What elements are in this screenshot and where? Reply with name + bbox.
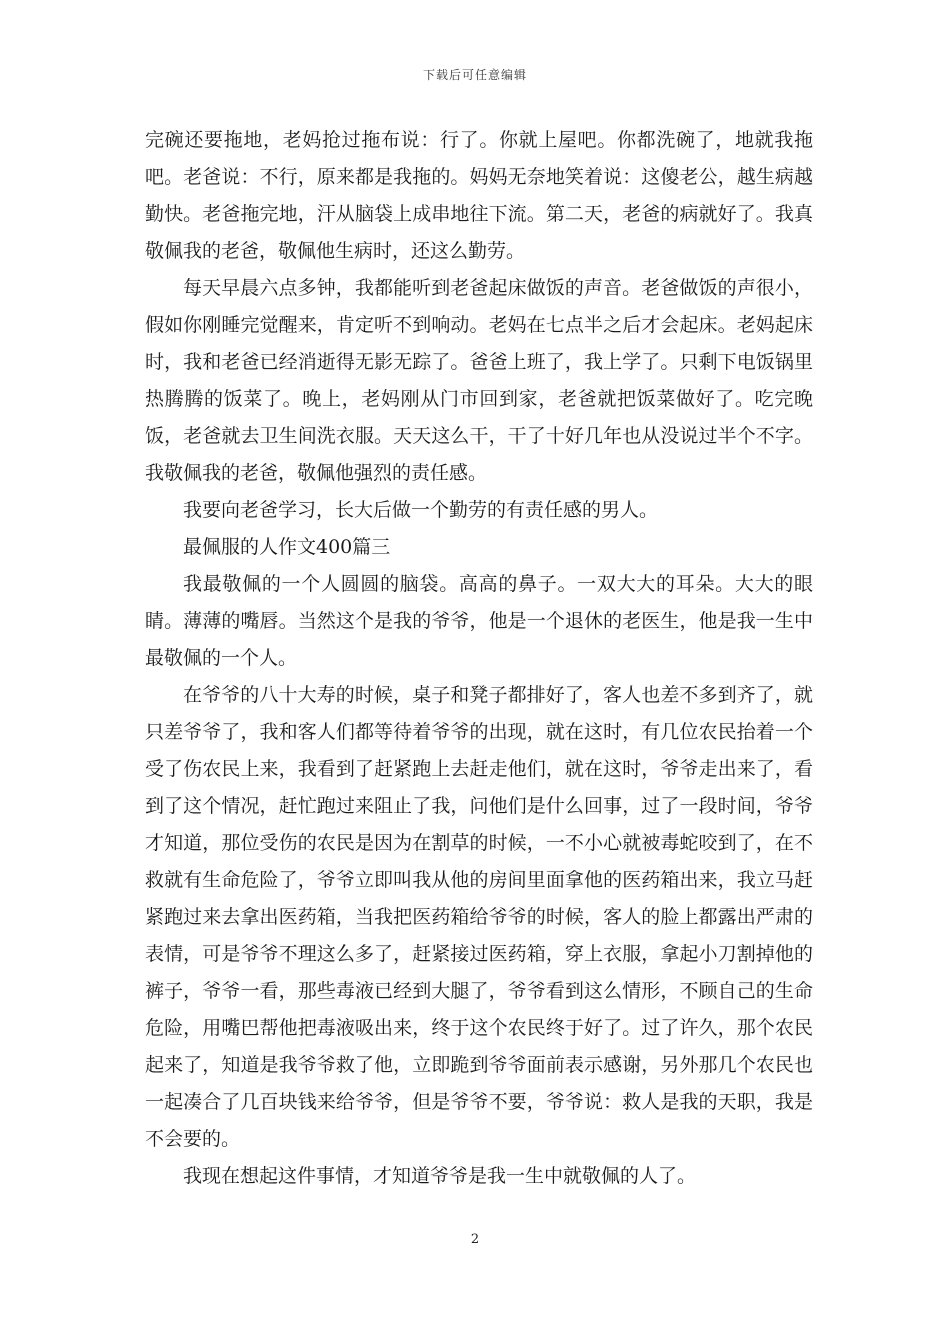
- paragraph-4: 我最敬佩的一个人圆圆的脑袋。高高的鼻子。一双大大的耳朵。大大的眼睛。薄薄的嘴唇。当然这个是我的爷爷，他是一个退休的老医生，他是我一生中最敬佩的一个人。: [145, 573, 813, 669]
- paragraph-5: 在爷爷的八十大寿的时候，桌子和凳子都排好了，客人也差不多到齐了，就只差爷爷了，我和客人们都等待着爷爷的出现，就在这时，有几位农民抬着一个受了伤农民上来，我看到了赶紧跑上去赶走他们，就在这时，爷爷走出来了，看到了这个情况，赶忙跑过来阻止了我，问他们是什么回事，过了一段时间，爷爷才知道，那位受伤的农民是因为在割草的时候，一不小心就被毒蛇咬到了，在不救就有生命危险了，爷爷立即叫我从他的房间里面拿他的医药箱出来，我立马赶紧跑过来去拿出医药箱，当我把医药箱给爷爷的时候，客人的脸上都露出严肃的表情，可是爷爷不理这么多了，赶紧接过医药箱，穿上衣服，拿起小刀割掉他的裤子，爷爷一看，那些毒液已经到大腿了，爷爷看到这么情形，不顾自己的生命危险，用嘴巴帮他把毒液吸出来，终于这个农民终于好了。过了许久，那个农民起来了，知道是我爷爷救了他，立即跪到爷爷面前表示感谢，另外那几个农民也一起凑合了几百块钱来给爷爷，但是爷爷不要，爷爷说：救人是我的天职，我是不会要的。: [145, 684, 813, 1150]
- paragraph-6: 我现在想起这件事情，才知道爷爷是我一生中就敬佩的人了。: [183, 1165, 697, 1187]
- paragraph-3: 我要向老爸学习，长大后做一个勤劳的有责任感的男人。: [183, 499, 659, 521]
- page-header: 下载后可任意编辑: [422, 68, 527, 82]
- section-heading: 最佩服的人作文400篇三: [183, 536, 391, 558]
- page-number: 2: [470, 1232, 480, 1247]
- document-body: [145, 122, 813, 1195]
- paragraph-2: 每天早晨六点多钟，我都能听到老爸起床做饭的声音。老爸做饭的声很小，假如你刚睡完觉醒来，肯定听不到响动。老妈在七点半之后才会起床。老妈起床时，我和老爸已经消逝得无影无踪了。爸爸上班了，我上学了。只剩下电饭锅里热腾腾的饭菜了。晚上，老妈刚从门市回到家，老爸就把饭菜做好了。吃完晚饭，老爸就去卫生间洗衣服。天天这么干，干了十好几年也从没说过半个不字。我敬佩我的老爸，敬佩他强烈的责任感。: [145, 277, 813, 484]
- paragraph-1: 完碗还要拖地，老妈抢过拖布说：行了。你就上屋吧。你都洗碗了，地就我拖吧。老爸说：不行，原来都是我拖的。妈妈无奈地笑着说：这傻老公，越生病越勤快。老爸拖完地，汗从脑袋上成串地往下流。第二天，老爸的病就好了。我真敬佩我的老爸，敬佩他生病时，还这么勤劳。: [145, 129, 813, 262]
